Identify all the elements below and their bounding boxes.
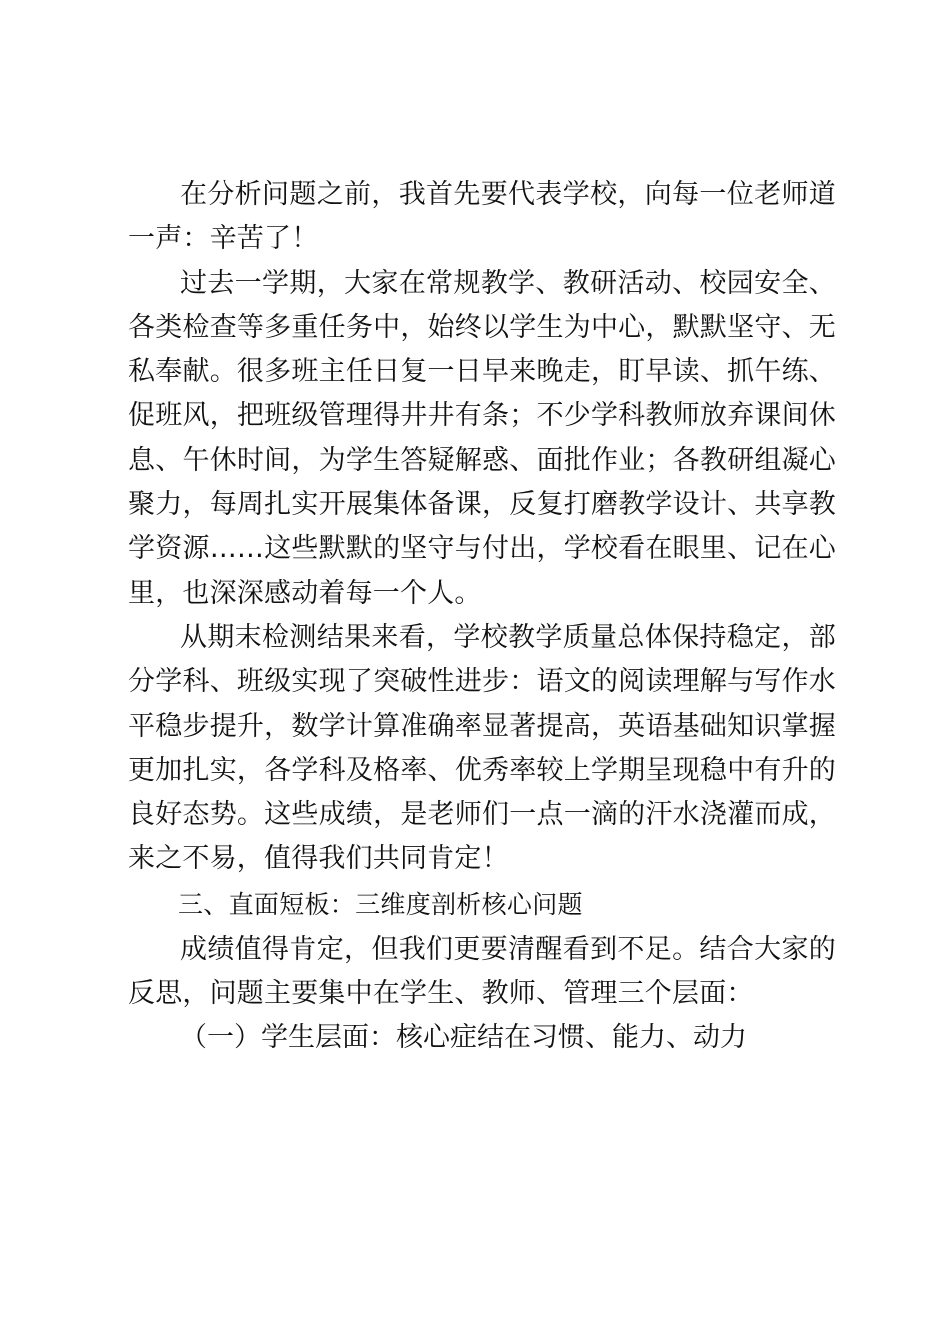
subheading-student-level: （一）学生层面：核心症结在习惯、能力、动力 — [180, 1022, 747, 1054]
paragraph-exam-results: 从期末检测结果来看，学校教学质量总体保持稳定，部分学科、班级实现了突破性进步：语文的阅读理解与写作水平稳步提升，数学计算准确率显著提高，英语基础知识掌握更加扎实，各学科及格率、优秀率较上学期呈现稳中有升的良好态势。这些成绩，是老师们一点一滴的汗水浇灌而成，来之不易，值得我们共同肯定！ — [128, 621, 836, 875]
document-body — [128, 173, 836, 1061]
paragraph-work-review: 过去一学期，大家在常规教学、教研活动、校园安全、各类检查等多重任务中，始终以学生为中心，默默坚守、无私奉献。很多班主任日复一日早来晚走，盯早读、抓午练、促班风，把班级管理得井井有条；不少学科教师放弃课间休息、午休时间，为学生答疑解惑、面批作业；各教研组凝心聚力，每周扎实开展集体备课，反复打磨教学设计、共享教学资源……这些默默的坚守与付出，学校看在眼里、记在心里，也深深感动着每一个人。 — [128, 267, 836, 609]
section-heading: 三、直面短板：三维度剖析核心问题 — [178, 889, 583, 919]
paragraph-problem-intro: 成绩值得肯定，但我们更要清醒看到不足。结合大家的反思，问题主要集中在学生、教师、管理三个层面： — [128, 933, 836, 1010]
paragraph-thanks: 在分析问题之前，我首先要代表学校，向每一位老师道一声：辛苦了！ — [128, 179, 836, 255]
